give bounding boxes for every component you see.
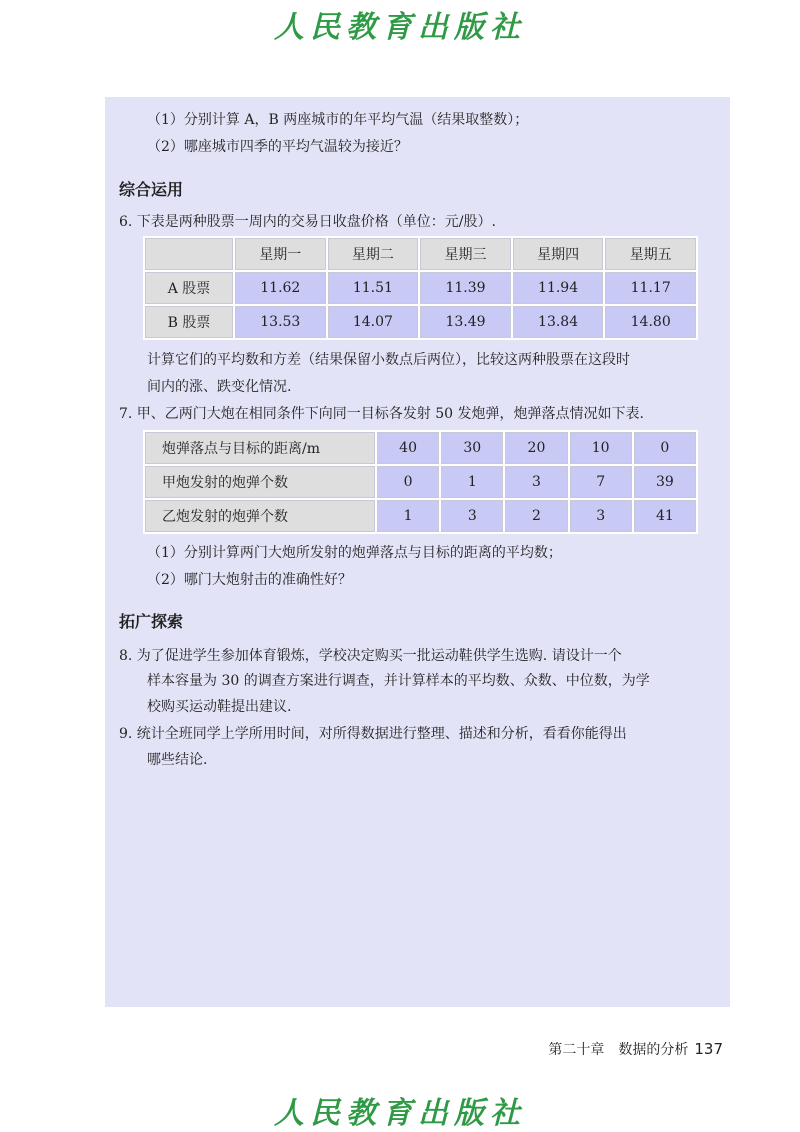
cannon-cell: 3 bbox=[441, 500, 503, 532]
stock-table-header: 星期三 bbox=[420, 238, 511, 270]
stock-row-label: B 股票 bbox=[145, 306, 233, 338]
stock-price-cell: 13.53 bbox=[235, 306, 326, 338]
cannon-cell: 1 bbox=[441, 466, 503, 498]
section-heading-extension: 拓广探索 bbox=[119, 612, 184, 631]
cannon-row-label: 乙炮发射的炮弹个数 bbox=[145, 500, 375, 532]
page-number: 137 bbox=[694, 1040, 723, 1058]
q6-after-1: 计算它们的平均数和方差（结果保留小数点后两位），比较这两种股票在这段时 bbox=[147, 352, 630, 368]
stock-row-label: A 股票 bbox=[145, 272, 233, 304]
cannon-row-label: 甲炮发射的炮弹个数 bbox=[145, 466, 375, 498]
q7-sub-2: （2）哪门大炮射击的准确性好？ bbox=[147, 572, 352, 588]
stock-price-cell: 11.39 bbox=[420, 272, 511, 304]
stock-price-cell: 11.51 bbox=[328, 272, 419, 304]
q5-sub-2: （2）哪座城市四季的平均气温较为接近？ bbox=[147, 139, 408, 155]
stock-table-header: 星期五 bbox=[605, 238, 696, 270]
stock-table-header: 星期二 bbox=[328, 238, 419, 270]
cannon-cell: 3 bbox=[570, 500, 632, 532]
cannon-cell: 10 bbox=[570, 432, 632, 464]
stock-price-cell: 13.84 bbox=[513, 306, 604, 338]
stock-price-cell: 11.17 bbox=[605, 272, 696, 304]
cannon-cell: 30 bbox=[441, 432, 503, 464]
q6-after-2: 间内的涨、跌变化情况. bbox=[147, 379, 292, 395]
cannon-cell: 20 bbox=[505, 432, 567, 464]
stock-price-cell: 11.62 bbox=[235, 272, 326, 304]
stock-table-corner bbox=[145, 238, 233, 270]
q8-line-1: 8. 为了促进学生参加体育锻炼，学校决定购买一批运动鞋供学生选购. 请设计一个 bbox=[119, 648, 622, 664]
stock-table-header: 星期一 bbox=[235, 238, 326, 270]
cannon-table-row bbox=[145, 500, 696, 532]
cannon-cell: 2 bbox=[505, 500, 567, 532]
q9-line-2: 哪些结论. bbox=[147, 752, 208, 768]
cannon-cell: 1 bbox=[377, 500, 439, 532]
stock-price-table bbox=[143, 236, 698, 340]
publisher-watermark-top: 人民教育出版社 bbox=[274, 10, 526, 45]
publisher-watermark-bottom: 人民教育出版社 bbox=[274, 1096, 526, 1131]
stock-table-header: 星期四 bbox=[513, 238, 604, 270]
cannon-cell: 41 bbox=[634, 500, 696, 532]
section-heading-applied: 综合运用 bbox=[119, 180, 184, 199]
q8-line-3: 校购买运动鞋提出建议. bbox=[147, 699, 292, 715]
stock-price-cell: 11.94 bbox=[513, 272, 604, 304]
cannon-table-row bbox=[145, 432, 696, 464]
cannon-cell: 7 bbox=[570, 466, 632, 498]
stock-table-row bbox=[145, 306, 696, 338]
cannon-row-label: 炮弹落点与目标的距离/m bbox=[145, 432, 375, 464]
q8-line-2: 样本容量为 30 的调查方案进行调查，并计算样本的平均数、众数、中位数，为学 bbox=[147, 673, 650, 689]
stock-price-cell: 14.80 bbox=[605, 306, 696, 338]
cannon-table bbox=[143, 430, 698, 534]
cannon-cell: 0 bbox=[377, 466, 439, 498]
cannon-cell: 0 bbox=[634, 432, 696, 464]
stock-table-header-row bbox=[145, 238, 696, 270]
page-footer bbox=[548, 1039, 723, 1059]
stock-price-cell: 14.07 bbox=[328, 306, 419, 338]
q9-line-1: 9. 统计全班同学上学所用时间，对所得数据进行整理、描述和分析，看看你能得出 bbox=[119, 726, 627, 742]
cannon-cell: 3 bbox=[505, 466, 567, 498]
cannon-table-row bbox=[145, 466, 696, 498]
q5-sub-1: （1）分别计算 A，B 两座城市的年平均气温（结果取整数）； bbox=[147, 112, 529, 128]
cannon-cell: 39 bbox=[634, 466, 696, 498]
cannon-cell: 40 bbox=[377, 432, 439, 464]
q6-stem: 6. 下表是两种股票一周内的交易日收盘价格（单位：元/股）. bbox=[119, 214, 496, 230]
q7-stem: 7. 甲、乙两门大炮在相同条件下向同一目标各发射 50 发炮弹，炮弹落点情况如下表. bbox=[119, 406, 644, 422]
q7-sub-1: （1）分别计算两门大炮所发射的炮弹落点与目标的距离的平均数； bbox=[147, 545, 562, 561]
chapter-title: 第二十章 数据的分析 bbox=[548, 1042, 689, 1058]
stock-table-row bbox=[145, 272, 696, 304]
stock-price-cell: 13.49 bbox=[420, 306, 511, 338]
